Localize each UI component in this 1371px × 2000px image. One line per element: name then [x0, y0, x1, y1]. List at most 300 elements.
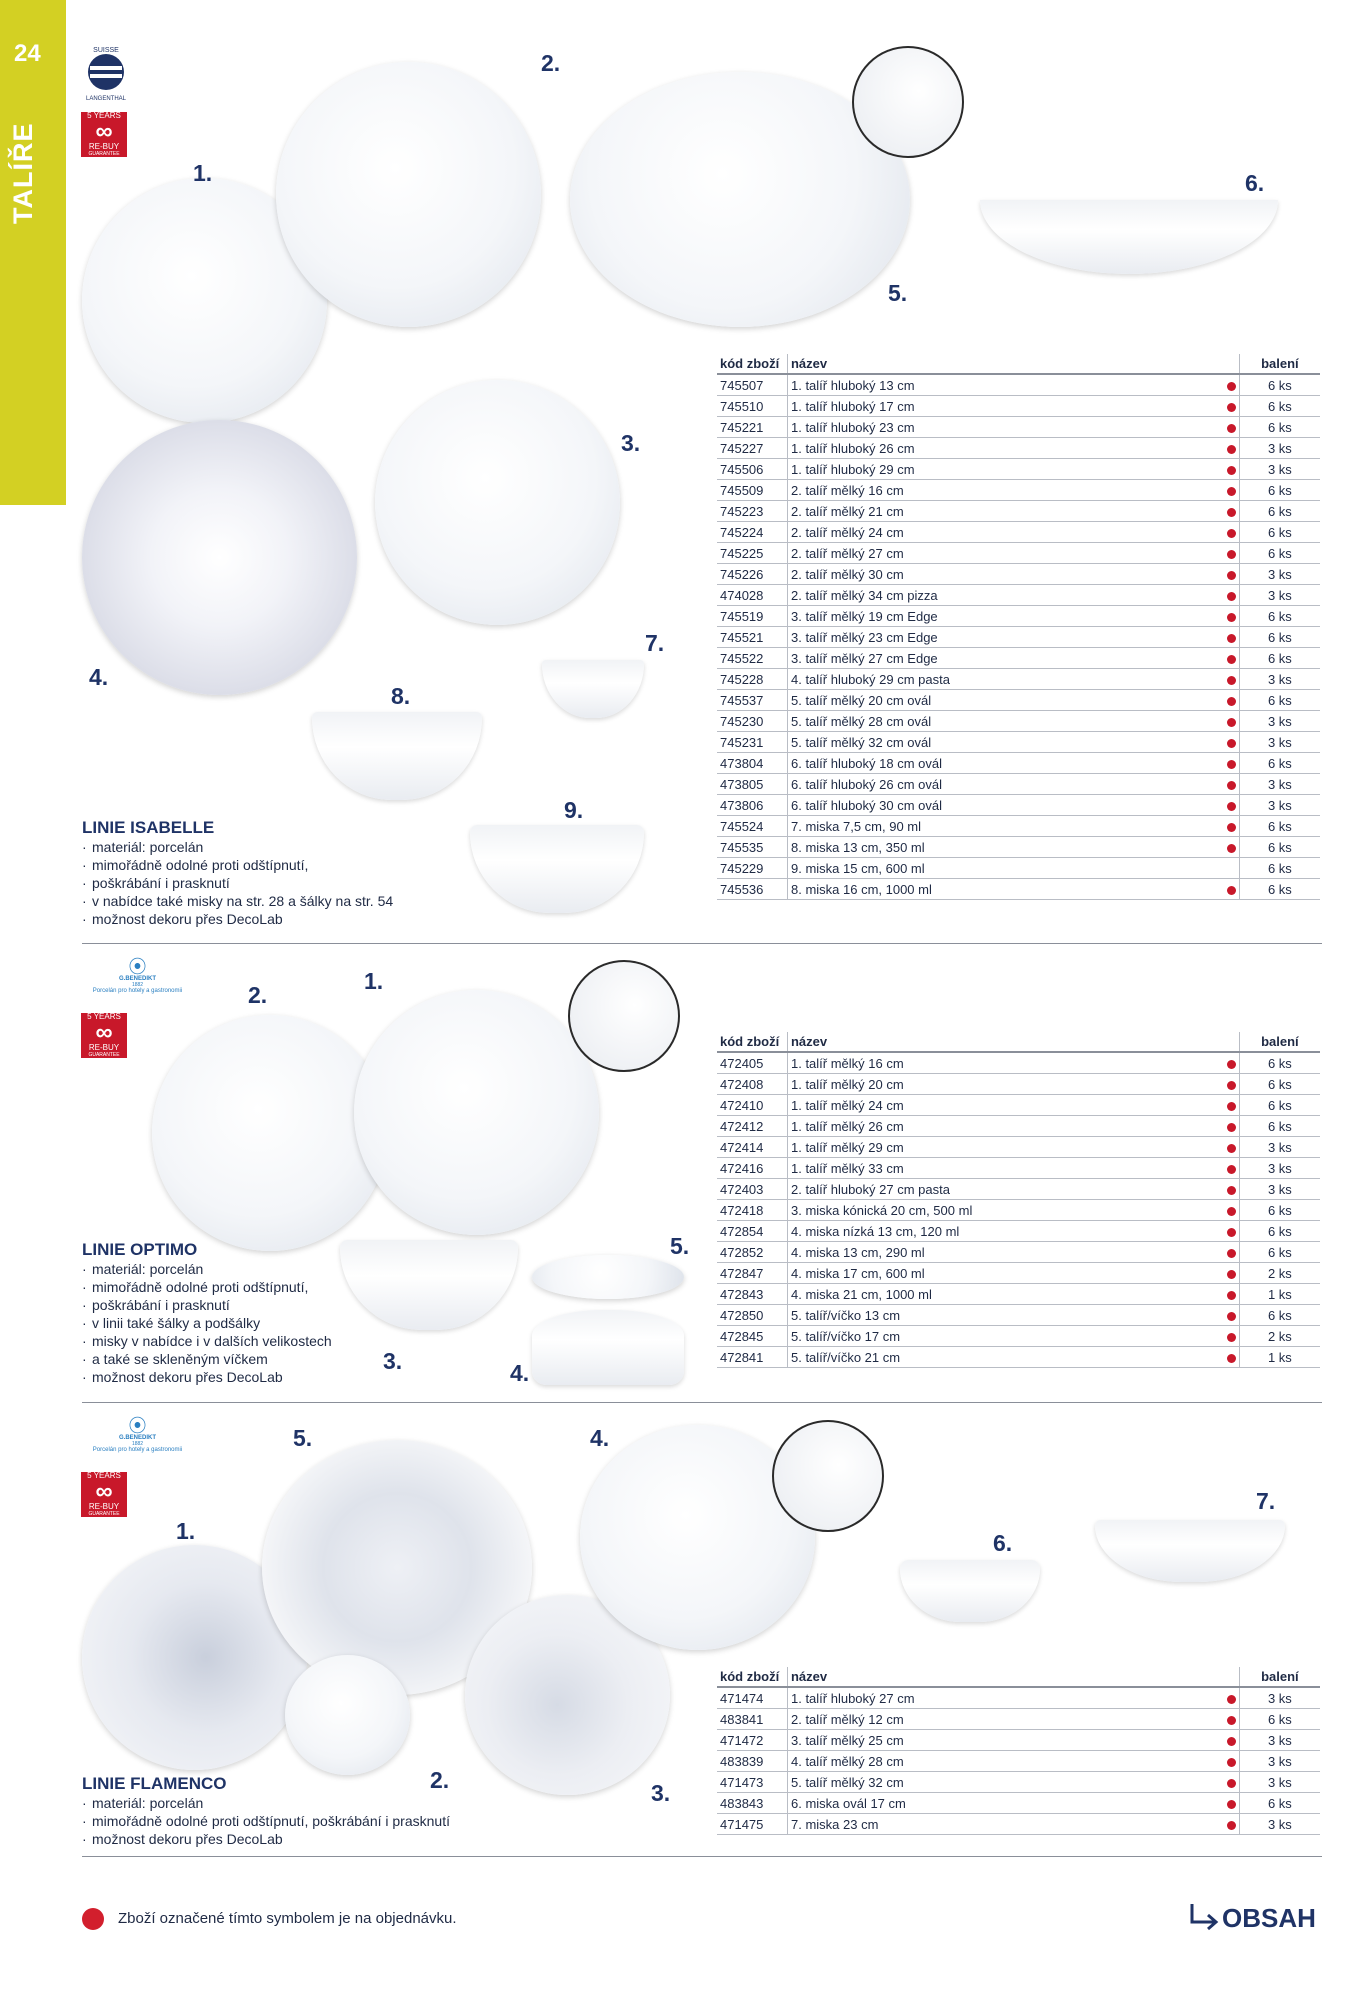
benedikt-tagline: Porcelán pro hotely a gastronomii [92, 988, 183, 994]
product-code: 483843 [717, 1793, 787, 1814]
product-code: 472418 [717, 1200, 787, 1221]
product-code: 472410 [717, 1095, 787, 1116]
label-6: 6. [993, 1530, 1013, 1556]
product-pack: 6 ks [1239, 606, 1320, 627]
product-name [787, 1751, 1239, 1772]
product-code: 745524 [717, 816, 787, 837]
feature-item: · v linii také šálky a podšálky [82, 1314, 382, 1332]
section-divider [82, 943, 1322, 944]
col-name: název [787, 1667, 1239, 1687]
product-name [787, 1137, 1239, 1158]
product-code: 472405 [717, 1052, 787, 1074]
order-dot-icon [1227, 445, 1236, 454]
product-pack: 3 ks [1239, 1137, 1320, 1158]
product-pack: 6 ks [1239, 1200, 1320, 1221]
product-name [787, 669, 1239, 690]
feature-list [82, 838, 482, 928]
table-row [717, 879, 1320, 900]
product-name-text: 1. talíř hluboký 29 cm [790, 461, 915, 477]
label-8: 8. [391, 683, 411, 709]
product-code: 472850 [717, 1305, 787, 1326]
order-dot-icon [1227, 571, 1236, 580]
product-pack: 3 ks [1239, 774, 1320, 795]
product-pack: 6 ks [1239, 690, 1320, 711]
table-row [717, 690, 1320, 711]
product-code: 471474 [717, 1687, 787, 1709]
line-title: LINIE OPTIMO [82, 1240, 198, 1259]
table-row [717, 374, 1320, 396]
product-name [787, 795, 1239, 816]
guarantee-years: 5 YEARS [87, 111, 121, 120]
product-code: 472845 [717, 1326, 787, 1347]
table-row [717, 1687, 1320, 1709]
product-name-text: 5. talíř/víčko 17 cm [790, 1328, 901, 1344]
benedikt-logo [80, 1417, 195, 1465]
order-dot-icon [1227, 1354, 1236, 1363]
order-dot-icon [1227, 466, 1236, 475]
order-dot-icon [1227, 403, 1236, 412]
product-code: 745536 [717, 879, 787, 900]
product-code: 472412 [717, 1116, 787, 1137]
isabelle-bowl-9 [470, 825, 644, 913]
guarantee-rebuy: RE-BUY [88, 1042, 120, 1052]
flamenco-product-table [717, 1667, 1320, 1835]
product-name [787, 627, 1239, 648]
product-pack: 2 ks [1239, 1263, 1320, 1284]
table-row [717, 459, 1320, 480]
product-name [787, 585, 1239, 606]
label-2: 2. [248, 982, 268, 1008]
product-code: 745223 [717, 501, 787, 522]
product-pack: 6 ks [1239, 480, 1320, 501]
product-name-text: 5. talíř mělký 32 cm ovál [790, 734, 932, 750]
product-pack: 6 ks [1239, 1793, 1320, 1814]
product-name [787, 1687, 1239, 1709]
order-dot-icon [1227, 1144, 1236, 1153]
order-symbol-icon [82, 1908, 104, 1930]
product-name [787, 1200, 1239, 1221]
product-pack: 3 ks [1239, 711, 1320, 732]
product-name-text: 7. miska 23 cm [790, 1816, 879, 1832]
order-dot-icon [1227, 676, 1236, 685]
table-row [717, 1772, 1320, 1793]
order-dot-icon [1227, 823, 1236, 832]
product-pack: 6 ks [1239, 543, 1320, 564]
product-name [787, 501, 1239, 522]
col-name: název [787, 1032, 1239, 1052]
col-code: kód zboží [717, 1032, 787, 1052]
line-title: LINIE FLAMENCO [82, 1774, 227, 1793]
label-7: 7. [645, 630, 665, 656]
product-pack: 6 ks [1239, 1095, 1320, 1116]
product-name [787, 1074, 1239, 1095]
product-name-text: 1. talíř hluboký 23 cm [790, 419, 915, 435]
table-row [717, 816, 1320, 837]
order-dot-icon [1227, 424, 1236, 433]
product-name-text: 5. talíř/víčko 21 cm [790, 1349, 901, 1365]
section-divider [82, 1856, 1322, 1857]
table-row [717, 543, 1320, 564]
order-dot-icon [1227, 739, 1236, 748]
product-pack: 3 ks [1239, 1751, 1320, 1772]
order-dot-icon [1227, 844, 1236, 853]
order-dot-icon [1227, 1312, 1236, 1321]
feature-item: · a také se skleněným víčkem [82, 1350, 382, 1368]
col-pack: balení [1239, 354, 1320, 374]
product-name-text: 6. talíř hluboký 30 cm ovál [790, 797, 943, 813]
table-row [717, 606, 1320, 627]
order-dot-icon [1227, 886, 1236, 895]
guarantee-years: 5 YEARS [87, 1012, 121, 1021]
product-pack: 3 ks [1239, 669, 1320, 690]
order-dot-icon [1227, 1695, 1236, 1704]
product-name-text: 4. miska 17 cm, 600 ml [790, 1265, 925, 1281]
product-pack: 3 ks [1239, 564, 1320, 585]
product-name [787, 1052, 1239, 1074]
table-row [717, 858, 1320, 879]
legend-text: Zboží označené tímto symbolem je na objednávku. [118, 1910, 457, 1927]
label-7: 7. [1256, 1488, 1276, 1514]
product-code: 745510 [717, 396, 787, 417]
product-name [787, 543, 1239, 564]
order-dot-icon [1227, 1737, 1236, 1746]
table-row [717, 1221, 1320, 1242]
product-pack: 6 ks [1239, 648, 1320, 669]
line-title: LINIE ISABELLE [82, 818, 215, 837]
order-dot-icon [1227, 592, 1236, 601]
feature-list [82, 1794, 502, 1848]
order-dot-icon [1227, 781, 1236, 790]
table-row [717, 1305, 1320, 1326]
product-name-text: 5. talíř/víčko 13 cm [790, 1307, 901, 1323]
product-name-text: 6. miska ovál 17 cm [790, 1795, 906, 1811]
isabelle-edge-plate-3 [375, 380, 620, 625]
order-dot-icon [1227, 697, 1236, 706]
product-name-text: 2. talíř mělký 21 cm [790, 503, 904, 519]
product-pack: 6 ks [1239, 1221, 1320, 1242]
product-name [787, 374, 1239, 396]
flamenco-plate-2 [285, 1655, 410, 1775]
table-row [717, 795, 1320, 816]
product-name-text: 2. talíř mělký 30 cm [790, 566, 904, 582]
label-1: 1. [176, 1518, 196, 1544]
product-pack: 1 ks [1239, 1347, 1320, 1368]
feature-item: · misky v nabídce i v dalších velikostech [82, 1332, 382, 1350]
product-name [787, 1814, 1239, 1835]
product-name [787, 1347, 1239, 1368]
flamenco-description [82, 1774, 502, 1848]
infinity-icon: ∞ [95, 1477, 113, 1505]
table-row [717, 1326, 1320, 1347]
product-name-text: 4. talíř mělký 28 cm [790, 1753, 904, 1769]
label-9: 9. [564, 797, 584, 823]
product-code: 472847 [717, 1263, 787, 1284]
product-name-text: 2. talíř mělký 24 cm [790, 524, 904, 540]
product-pack: 6 ks [1239, 1052, 1320, 1074]
contents-link[interactable] [1188, 1900, 1316, 1936]
product-code: 483839 [717, 1751, 787, 1772]
order-dot-icon [1227, 1186, 1236, 1195]
order-dot-icon [1227, 1060, 1236, 1069]
langenthal-logo [82, 42, 130, 102]
product-name-text: 3. miska kónická 20 cm, 500 ml [790, 1202, 973, 1218]
table-row [717, 669, 1320, 690]
product-code: 472852 [717, 1242, 787, 1263]
product-code: 472403 [717, 1179, 787, 1200]
table-row [717, 648, 1320, 669]
optimo-lid-5 [532, 1255, 684, 1299]
benedikt-name: G.BENEDIKT [118, 1435, 156, 1441]
product-name-text: 1. talíř hluboký 17 cm [790, 398, 915, 414]
product-pack: 3 ks [1239, 438, 1320, 459]
product-code: 472841 [717, 1347, 787, 1368]
table-row [717, 585, 1320, 606]
table-row [717, 1158, 1320, 1179]
label-1: 1. [364, 968, 384, 994]
product-code: 745519 [717, 606, 787, 627]
order-dot-icon [1227, 1758, 1236, 1767]
label-4: 4. [590, 1425, 610, 1451]
table-row [717, 1347, 1320, 1368]
order-dot-icon [1227, 634, 1236, 643]
product-name [787, 480, 1239, 501]
page-number: 24 [14, 40, 41, 67]
product-name-text: 3. talíř mělký 19 cm Edge [790, 608, 938, 624]
table-row [717, 1793, 1320, 1814]
product-code: 745537 [717, 690, 787, 711]
product-pack: 3 ks [1239, 1730, 1320, 1751]
product-code: 472854 [717, 1221, 787, 1242]
product-pack: 6 ks [1239, 627, 1320, 648]
product-code: 472843 [717, 1284, 787, 1305]
product-name [787, 1730, 1239, 1751]
table-row [717, 1200, 1320, 1221]
product-name-text: 5. talíř mělký 32 cm [790, 1774, 904, 1790]
isabelle-product-table [717, 354, 1320, 900]
product-code: 745221 [717, 417, 787, 438]
feature-list [82, 1260, 382, 1386]
order-dot-icon [1227, 1165, 1236, 1174]
product-pack: 3 ks [1239, 1814, 1320, 1835]
table-row [717, 774, 1320, 795]
product-name-text: 5. talíř mělký 28 cm ovál [790, 713, 932, 729]
product-code: 472414 [717, 1137, 787, 1158]
product-pack: 3 ks [1239, 732, 1320, 753]
product-name [787, 396, 1239, 417]
feature-item: · mimořádně odolné proti odštípnutí, poškrábání i prasknutí [82, 1812, 502, 1830]
order-dot-icon [1227, 1102, 1236, 1111]
product-pack: 6 ks [1239, 522, 1320, 543]
col-pack: balení [1239, 1032, 1320, 1052]
product-name-text: 5. talíř mělký 20 cm ovál [790, 692, 932, 708]
section-title: TALÍŘE [8, 122, 38, 224]
product-name-text: 6. talíř hluboký 26 cm ovál [790, 776, 943, 792]
product-name-text: 8. miska 13 cm, 350 ml [790, 839, 925, 855]
contents-label: OBSAH [1222, 1902, 1316, 1933]
feature-item: · možnost dekoru přes DecoLab [82, 1830, 502, 1848]
order-dot-icon [1227, 382, 1236, 391]
product-name-text: 2. talíř mělký 27 cm [790, 545, 904, 561]
order-dot-icon [1227, 1716, 1236, 1725]
product-pack: 3 ks [1239, 585, 1320, 606]
order-dot-icon [1227, 487, 1236, 496]
rebuy-guarantee-badge [81, 112, 127, 157]
optimo-description [82, 1240, 382, 1386]
table-row [717, 1284, 1320, 1305]
table-row [717, 480, 1320, 501]
guarantee-years: 5 YEARS [87, 1471, 121, 1480]
product-name [787, 1284, 1239, 1305]
product-code: 745522 [717, 648, 787, 669]
product-name [787, 1158, 1239, 1179]
product-name [787, 1772, 1239, 1793]
isabelle-oval-bowl-6 [980, 200, 1278, 274]
product-name [787, 1305, 1239, 1326]
product-name [787, 1709, 1239, 1730]
isabelle-plate-2 [276, 62, 541, 327]
isabelle-zoom-detail [852, 46, 964, 158]
order-dot-icon [1227, 718, 1236, 727]
product-name [787, 1221, 1239, 1242]
product-name-text: 2. talíř mělký 34 cm pizza [790, 587, 938, 603]
order-dot-icon [1227, 1081, 1236, 1090]
table-row [717, 732, 1320, 753]
product-code: 472416 [717, 1158, 787, 1179]
flamenco-bowl-7 [1095, 1520, 1285, 1582]
table-row [717, 1179, 1320, 1200]
product-pack: 2 ks [1239, 1326, 1320, 1347]
feature-item: · materiál: porcelán [82, 1794, 502, 1812]
table-row [717, 837, 1320, 858]
table-row [717, 1137, 1320, 1158]
isabelle-bowl-7 [542, 660, 644, 718]
product-name [787, 816, 1239, 837]
optimo-plate-1 [354, 990, 599, 1235]
table-row [717, 522, 1320, 543]
product-name-text: 1. talíř hluboký 26 cm [790, 440, 915, 456]
order-dot-icon [1227, 1228, 1236, 1237]
product-name-text: 1. talíř mělký 26 cm [790, 1118, 904, 1134]
col-code: kód zboží [717, 1667, 787, 1687]
product-code: 745507 [717, 374, 787, 396]
product-name [787, 879, 1239, 900]
product-code: 745229 [717, 858, 787, 879]
product-code: 471473 [717, 1772, 787, 1793]
benedikt-name: G.BENEDIKT [118, 976, 156, 982]
svg-text:LANGENTHAL: LANGENTHAL [85, 96, 127, 102]
label-3: 3. [651, 1780, 671, 1806]
table-row [717, 1116, 1320, 1137]
benedikt-logo-icon: ⦿ [128, 957, 147, 977]
table-row [717, 1074, 1320, 1095]
product-pack: 6 ks [1239, 374, 1320, 396]
product-name-text: 4. miska 21 cm, 1000 ml [790, 1286, 932, 1302]
product-code: 471475 [717, 1814, 787, 1835]
product-pack: 3 ks [1239, 1772, 1320, 1793]
product-code: 471472 [717, 1730, 787, 1751]
col-code: kód zboží [717, 354, 787, 374]
isabelle-bowl-8 [312, 712, 482, 800]
label-5: 5. [888, 280, 908, 306]
label-2: 2. [541, 50, 561, 76]
optimo-deep-plate-2 [152, 1015, 388, 1251]
product-name [787, 522, 1239, 543]
optimo-bowl-4 [532, 1310, 684, 1385]
benedikt-logo-icon: ⦿ [128, 1416, 147, 1436]
product-code: 745226 [717, 564, 787, 585]
product-name [787, 1326, 1239, 1347]
product-code: 745225 [717, 543, 787, 564]
product-code: 745506 [717, 459, 787, 480]
product-name [787, 417, 1239, 438]
feature-item: · poškrábání i prasknutí [82, 874, 482, 892]
product-name-text: 1. talíř mělký 16 cm [790, 1055, 904, 1071]
product-pack: 1 ks [1239, 1284, 1320, 1305]
feature-item: · materiál: porcelán [82, 838, 482, 856]
table-row [717, 627, 1320, 648]
section-divider [82, 1402, 1322, 1403]
col-name: název [787, 354, 1239, 374]
product-name-text: 1. talíř mělký 24 cm [790, 1097, 904, 1113]
product-name-text: 2. talíř mělký 12 cm [790, 1711, 904, 1727]
flamenco-zoom-detail [772, 1420, 884, 1532]
table-row [717, 1095, 1320, 1116]
table-row [717, 438, 1320, 459]
guarantee-label: GUARANTEE [88, 1510, 120, 1517]
product-name [787, 438, 1239, 459]
order-dot-icon [1227, 1291, 1236, 1300]
isabelle-description [82, 818, 482, 928]
benedikt-year: 1882 [131, 1441, 144, 1447]
product-pack: 6 ks [1239, 837, 1320, 858]
order-dot-icon [1227, 1800, 1236, 1809]
product-code: 745227 [717, 438, 787, 459]
table-row [717, 1263, 1320, 1284]
product-name [787, 753, 1239, 774]
arrow-return-icon [1188, 1900, 1222, 1936]
product-pack: 3 ks [1239, 1687, 1320, 1709]
table-row [717, 396, 1320, 417]
guarantee-label: GUARANTEE [88, 150, 120, 157]
product-name [787, 1793, 1239, 1814]
table-row [717, 1814, 1320, 1835]
label-1: 1. [193, 160, 213, 186]
order-dot-icon [1227, 760, 1236, 769]
product-code: 473806 [717, 795, 787, 816]
benedikt-year: 1882 [131, 982, 144, 988]
col-pack: balení [1239, 1667, 1320, 1687]
label-5: 5. [293, 1425, 313, 1451]
order-dot-icon [1227, 1207, 1236, 1216]
label-5: 5. [670, 1233, 690, 1259]
product-name [787, 1179, 1239, 1200]
product-pack: 6 ks [1239, 1305, 1320, 1326]
product-name-text: 1. talíř mělký 29 cm [790, 1139, 904, 1155]
product-name [787, 837, 1239, 858]
table-row [717, 711, 1320, 732]
label-3: 3. [621, 430, 641, 456]
label-4: 4. [510, 1360, 530, 1386]
table-row [717, 753, 1320, 774]
product-name [787, 564, 1239, 585]
order-dot-icon [1227, 1123, 1236, 1132]
product-code: 745509 [717, 480, 787, 501]
guarantee-label: GUARANTEE [88, 1051, 120, 1058]
product-name [787, 711, 1239, 732]
product-name-text: 3. talíř mělký 25 cm [790, 1732, 904, 1748]
product-name-text: 4. miska nízká 13 cm, 120 ml [790, 1223, 960, 1239]
product-code: 473804 [717, 753, 787, 774]
